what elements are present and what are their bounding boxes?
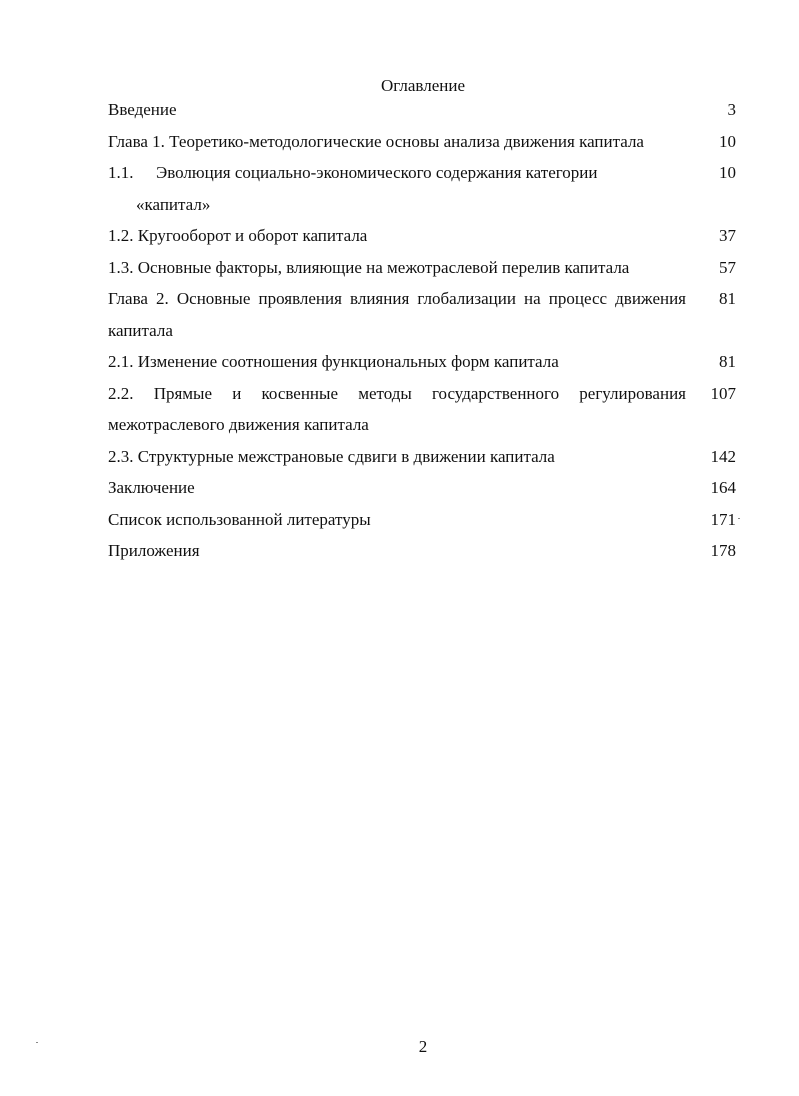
toc-entry-page: 10 [719, 163, 736, 182]
toc-entry-text: 1.3. Основные факторы, влияющие на межотраслевой перелив капитала [108, 257, 630, 277]
toc-entry-text: Заключение [108, 478, 195, 497]
toc-entry-page: 171 [710, 509, 736, 529]
toc-entry-page: 3 [727, 100, 736, 119]
toc-title: Оглавление [381, 76, 465, 95]
toc-entry-page: 107 [710, 383, 736, 403]
toc-entry-page: 142 [710, 446, 736, 466]
toc-entry-text: 1.2. Кругооборот и оборот капитала [108, 226, 368, 245]
toc-entry-page: 37 [719, 226, 736, 245]
toc-entry-section-1-3 [108, 252, 736, 284]
toc-entry-section-2-1 [108, 346, 736, 378]
toc-entry-text: Глава 2. Основные проявления влияния глобализации на процесс движения капитала [108, 289, 686, 340]
toc-entry-number: 1.1. [108, 163, 134, 182]
toc-entry-text [108, 157, 686, 220]
toc-entry-page: 164 [710, 478, 736, 497]
toc-entry-text: Введение [108, 100, 177, 119]
toc-entry-text: 2.3. Структурные межстрановые сдвиги в движении капитала [108, 446, 555, 466]
toc-entry-bibliography [108, 504, 736, 536]
toc-entry-page: 178 [710, 541, 736, 560]
toc-entry-page: 10 [719, 131, 736, 151]
toc-entry-text: Приложения [108, 541, 200, 560]
toc-entry-text: Список использованной литературы [108, 509, 371, 529]
toc-entry-section-2-3 [108, 441, 736, 473]
toc-entry-chapter-1 [108, 126, 736, 158]
toc-entry-text: 2.2. Прямые и косвенные методы государственного регулирования межотраслевого движения капитала [108, 383, 686, 434]
toc-entry-introduction [108, 94, 736, 126]
scan-speck [738, 518, 740, 519]
toc-entry-page: 81 [719, 352, 736, 371]
toc-entry-title-continuation: «капитал» [136, 194, 211, 214]
toc-entry-page: 57 [719, 257, 736, 277]
toc-entry-section-1-2 [108, 220, 736, 252]
toc-entry-text: 2.1. Изменение соотношения функциональных форм капитала [108, 352, 559, 371]
toc-entry-conclusion [108, 472, 736, 504]
toc-entry-chapter-2 [108, 283, 736, 346]
page-number: 2 [418, 1037, 428, 1056]
toc-entry-page: 81 [719, 289, 736, 308]
toc-entry-text: Глава 1. Теоретико-методологические основы анализа движения капитала [108, 131, 644, 151]
toc-entry-section-2-2 [108, 378, 736, 441]
toc-entry-appendices [108, 535, 736, 567]
toc-entry-section-1-1 [108, 157, 736, 220]
table-of-contents [108, 94, 736, 567]
toc-entry-title: Эволюция социально-экономического содержания категории [156, 163, 598, 182]
